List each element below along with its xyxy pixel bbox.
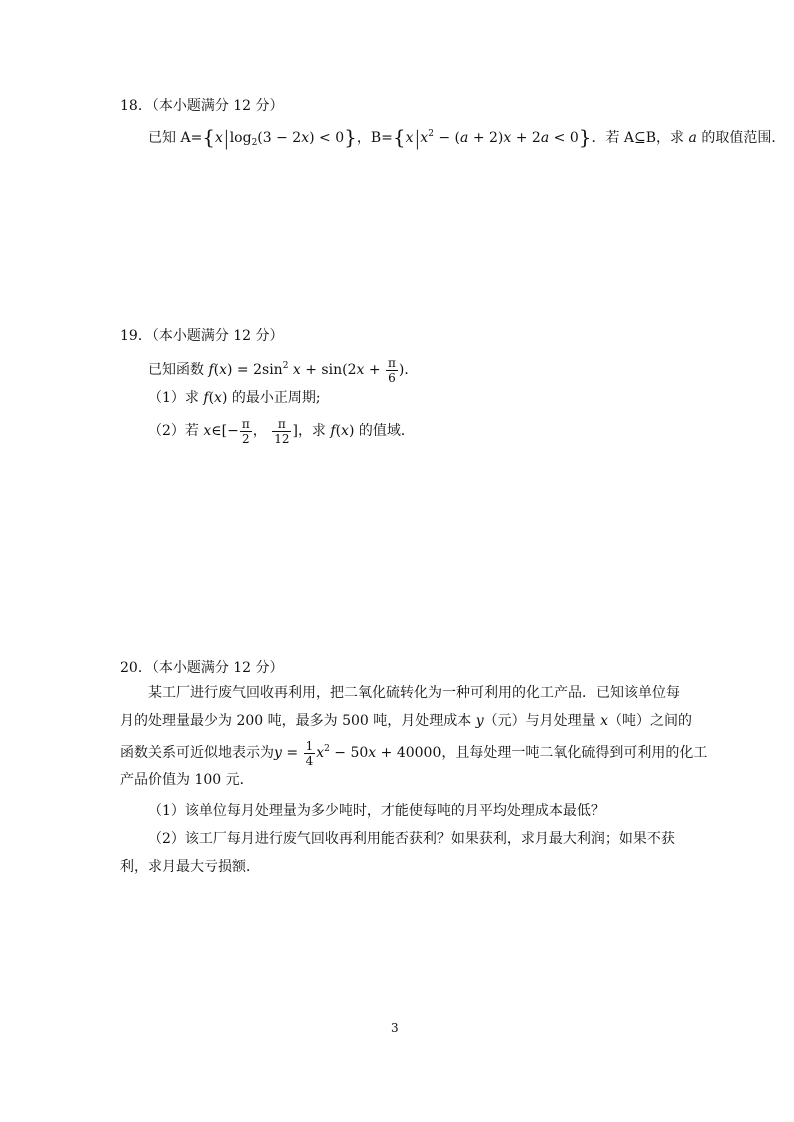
q18-stem: 已知 $A=\{x|\log_2(3 - 2x) < 0\}$，$B=\{x|x^2 - (a + 2)x + 2a < 0\}$．若 A⊆B，求 a 的取值范围． [148, 125, 786, 150]
q20-part2-line1: （2）该工厂每月进行废气回收再利用能否获利？如果获利，求月最大利润；如果不获 [148, 831, 675, 847]
q20-part2-line2: 利，求月最大亏损额． [120, 859, 260, 875]
q18-heading: 18．（本小题满分 12 分） [120, 98, 284, 114]
q20-line3: 函数关系可近似地表示为y = $\frac{1}{4}$ $x^2 - 50x + 40000$，且每处理一吨二氧化硫得到可利用的化工 [120, 738, 708, 768]
q20-part1: （1）该单位每月处理量为多少吨时，才能使每吨的月平均处理成本最低？ [148, 803, 605, 819]
q20-line1: 某工厂进行废气回收再利用，把二氧化硫转化为一种可利用的化工产品．已知该单位每 [148, 685, 680, 701]
q19-heading: 19．（本小题满分 12 分） [120, 328, 284, 344]
q19-part1: （1）求 f(x) 的最小正周期; [148, 390, 321, 406]
q20-heading: 20．（本小题满分 12 分） [120, 660, 284, 676]
q19-stem: 已知函数 $f(x) = 2\sin^2$ x + sin(2x + $\frac{\pi}{6}$ )． [148, 355, 419, 385]
q20-line4: 产品价值为 100 元． [120, 772, 254, 788]
q19-part2: （2）若 x∈[− $\frac{\pi}{2}$ ， $\frac{\pi}{12}$ ]，求 f(x) 的值域． [148, 416, 415, 446]
page-number: 3 [391, 1021, 399, 1035]
q20-line2: 月的处理量最少为 200 吨，最多为 500 吨，月处理成本 y（元）与月处理量 x（吨）之间的 [120, 713, 692, 729]
